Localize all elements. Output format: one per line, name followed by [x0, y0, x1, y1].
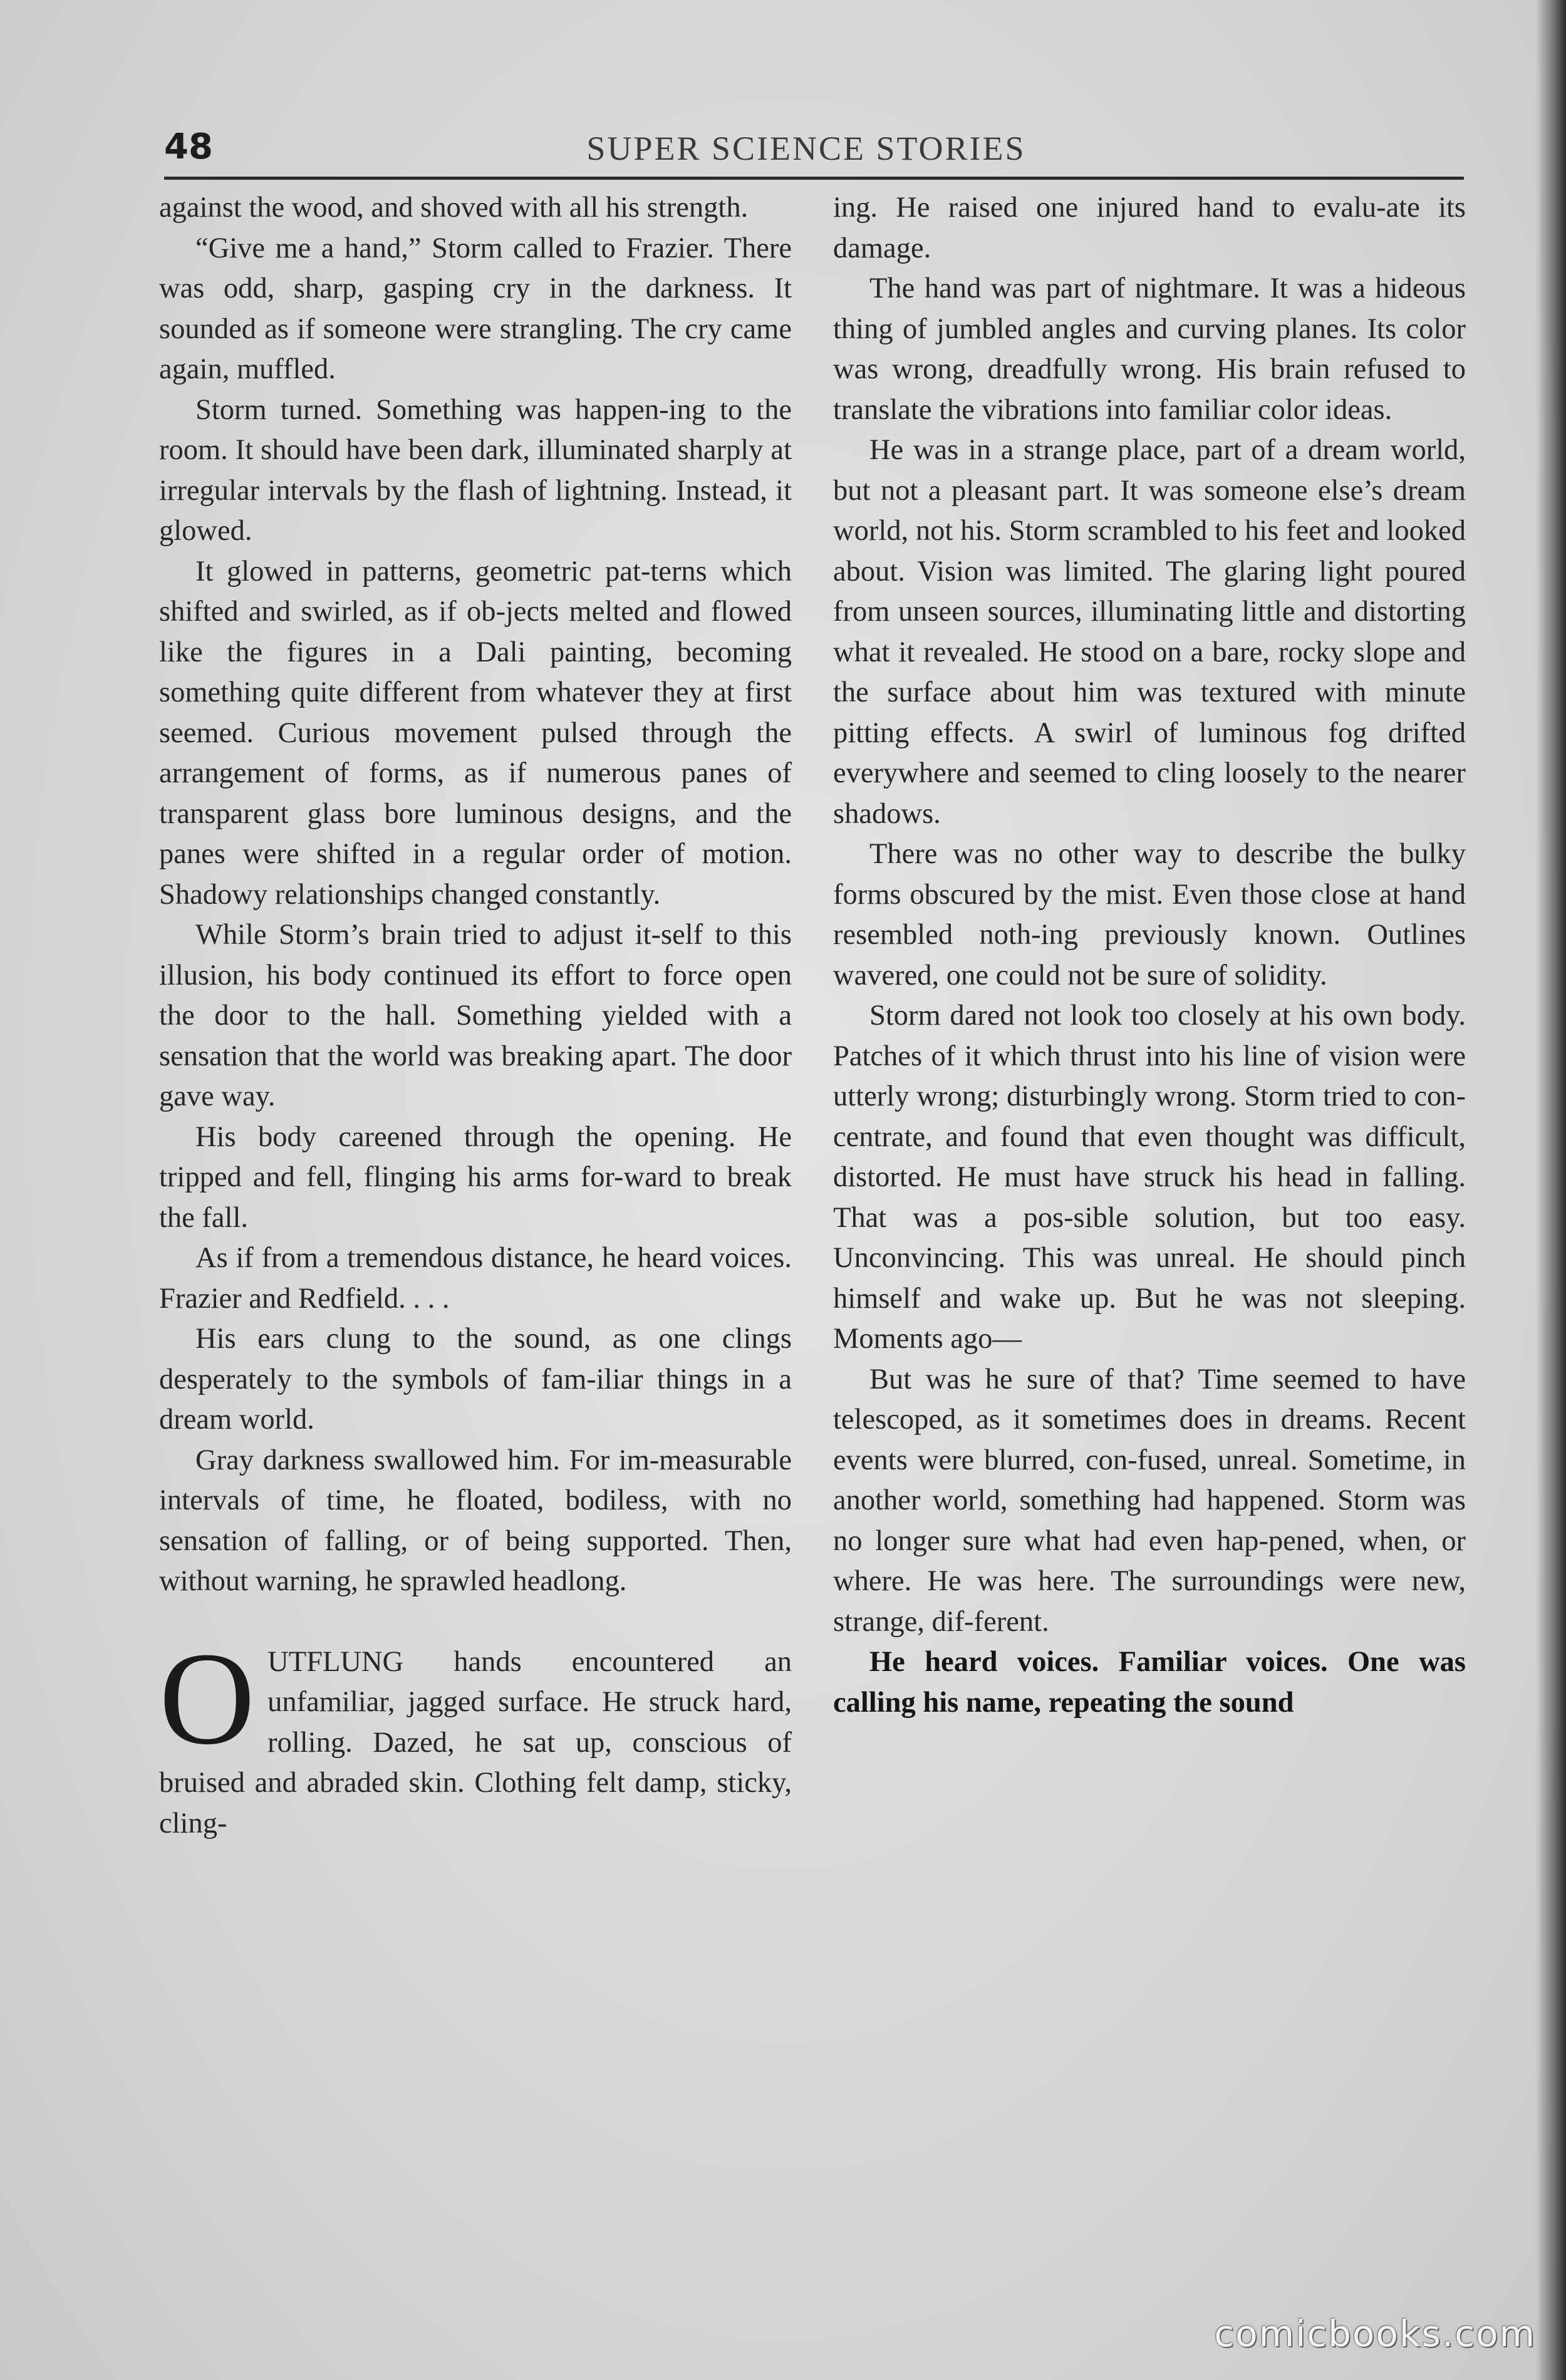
paragraph: against the wood, and shoved with all his strength. [159, 192, 749, 224]
paragraph: As if from a tremendous distance, he heard voices. Frazier and Redfield. . . . [159, 1242, 792, 1315]
left-column [159, 188, 792, 1844]
opening-caps: UTFLUNG [267, 1645, 404, 1678]
site-watermark: comicbooks.com [1214, 2312, 1536, 2355]
drop-cap-letter: O [159, 1624, 256, 1772]
paragraph: The hand was part of nightmare. It was a hideous thing of jumbled angles and curving planes. Its color was wrong, dreadfully wrong. His brain refused to translate the vibrations into familiar color ideas. [833, 272, 1466, 426]
paragraph: There was no other way to describe the bulky forms obscured by the mist. Even those close at hand resembled noth-ing previously known. Outlines wavered, one could not be sure of solidity. [833, 838, 1466, 991]
paragraph: It glowed in patterns, geometric pat-terns which shifted and swirled, as if ob-jects melted and flowed like the figures in a Dali painting, becoming something quite different from whatever they at first seemed. Curious movement pulsed through the arrangement of forms, as if numerous panes of transparent glass bore luminous designs, and the panes were shifted in a regular order of motion. Shadowy relationships changed constantly. [159, 555, 792, 911]
page-header [164, 125, 1461, 175]
paragraph: While Storm’s brain tried to adjust it-self to this illusion, his body continued its effort to force open the door to the hall. Something yielded with a sensation that the world was breaking apart. The door gave way. [159, 919, 792, 1112]
page-number: 48 [164, 127, 213, 167]
paragraph: Storm dared not look too closely at his own body. Patches of it which thrust into his line of vision were utterly wrong; disturbingly wrong. Storm tried to con-centrate, and found that even thought was difficult, distorted. He must have struck his head in falling. That was a pos-sible solution, but too easy. Unconvincing. This was unreal. He should pinch himself and wake up. But he was not sleeping. Moments ago— [833, 1000, 1466, 1355]
paragraph: Storm turned. Something was happen-ing to the room. It should have been dark, illuminated sharply at irregular intervals by the flash of lightning. Instead, it glowed. [159, 393, 792, 547]
running-title: SUPER SCIENCE STORIES [586, 130, 1026, 167]
paragraph: ing. He raised one injured hand to evalu-ate its damage. [833, 192, 1466, 264]
binding-shadow [1536, 0, 1566, 2380]
header-rule [164, 177, 1464, 180]
paragraph: His body careened through the opening. He tripped and fell, flinging his arms for-ward to break the fall. [159, 1120, 792, 1234]
paragraph: He was in a strange place, part of a dream world, but not a pleasant part. It was someone else’s dream world, not his. Storm scrambled to his feet and looked about. Vision was limited. The glaring light poured from unseen sources, illuminating little and distorting what it revealed. He stood on a bare, rocky slope and the surface about him was textured with minute pitting effects. A swirl of luminous fog drifted everywhere and seemed to cling loosely to the nearer shadows. [833, 434, 1466, 830]
paragraph: He heard voices. Familiar voices. One was calling his name, repeating the sound [833, 1646, 1466, 1719]
paragraph: Gray darkness swallowed him. For im-measurable intervals of time, he floated, bodiless, with no sensation of falling, or of being supported. Then, without warning, he sprawled headlong. [159, 1444, 792, 1597]
paragraph: His ears clung to the sound, as one clings desperately to the symbols of fam-iliar things in a dream world. [159, 1323, 792, 1436]
paragraph: “Give me a hand,” Storm called to Frazier. There was odd, sharp, gasping cry in the darkness. It sounded as if someone were strangling. The cry came again, muffled. [159, 232, 792, 385]
right-column [833, 188, 1466, 1723]
paragraph: But was he sure of that? Time seemed to have telescoped, as it sometimes does in dreams. Recent events were blurred, con-fused, unreal. Sometime, in another world, something had happened. Storm was no longer sure what had even hap-pened, when, or where. He was here. The surroundings were new, strange, dif-ferent. [833, 1363, 1466, 1638]
section-opening-paragraph [159, 1624, 792, 1844]
opening-text: hands encountered an unfamiliar, jagged surface. He struck hard, rolling. Dazed, he sat up, conscious of bruised and abraded skin. Clothing felt damp, sticky, cling- [159, 1645, 792, 1839]
